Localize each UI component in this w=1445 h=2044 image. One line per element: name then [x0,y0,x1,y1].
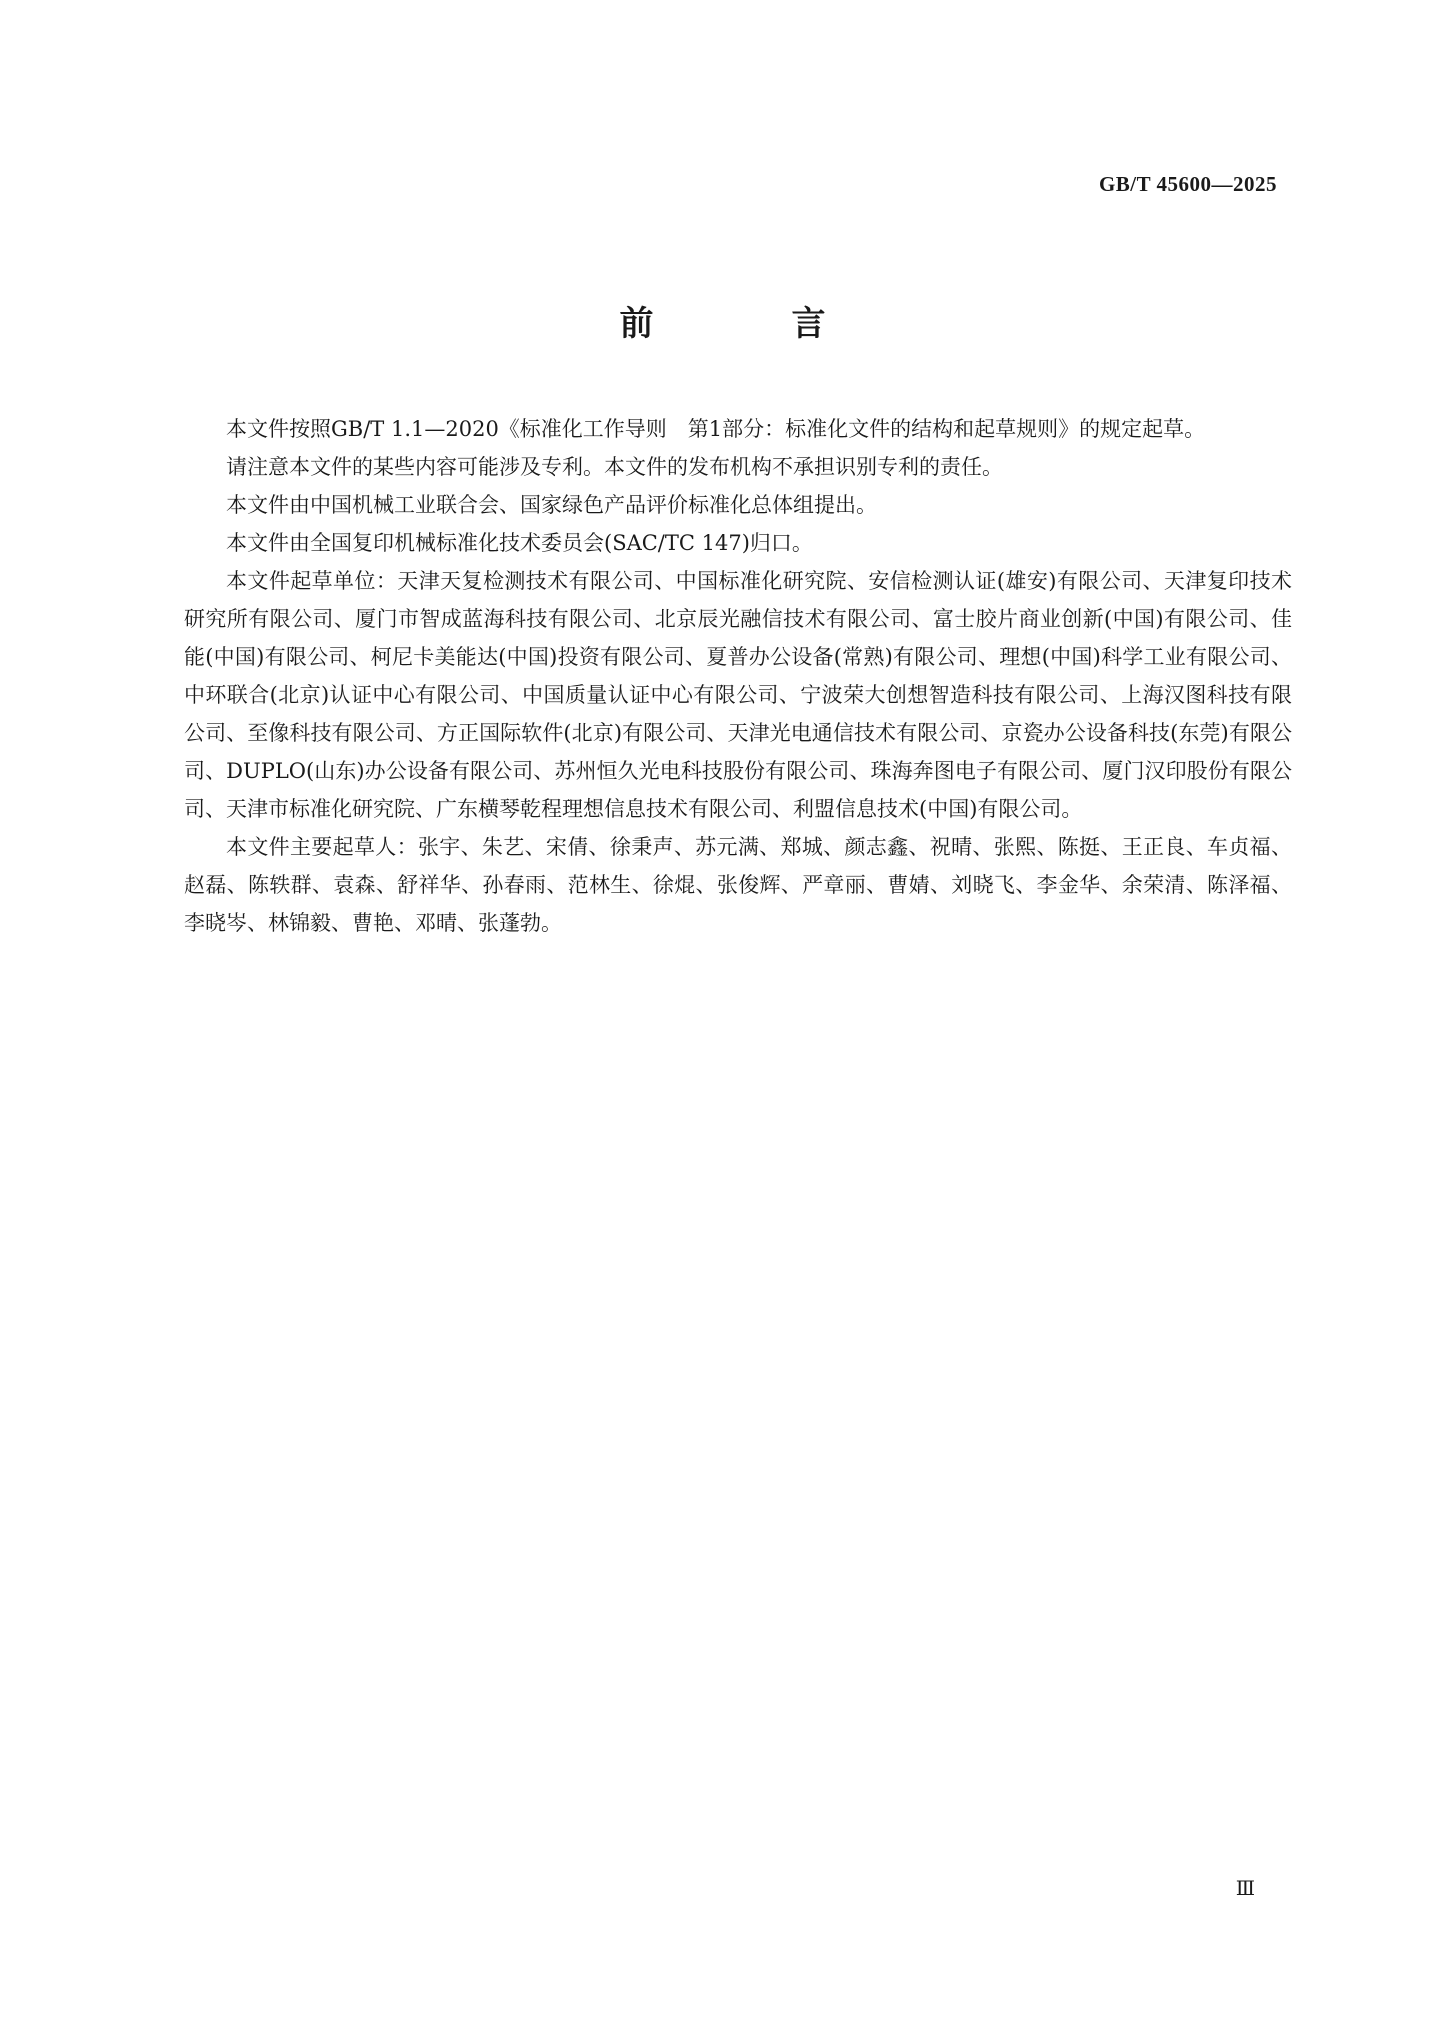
paragraph-drafting-rules: 本文件按照GB/T 1.1—2020《标准化工作导则 第1部分：标准化文件的结构和起草规则》的规定起草。 [226,417,1206,441]
paragraph-proposer: 本文件由中国机械工业联合会、国家绿色产品评价标准化总体组提出。 [226,493,877,517]
paragraph-committee: 本文件由全国复印机械标准化技术委员会(SAC/TC 147)归口。 [226,531,813,555]
paragraph-patent-notice: 请注意本文件的某些内容可能涉及专利。本文件的发布机构不承担识别专利的责任。 [226,455,1003,479]
standard-code: GB/T 45600—2025 [1098,172,1277,196]
page-title: 前 言 [619,304,878,344]
paragraph-drafting-units: 本文件起草单位：天津天复检测技术有限公司、中国标准化研究院、安信检测认证(雄安)有限公司、天津复印技术研究所有限公司、厦门市智成蓝海科技有限公司、北京辰光融信技术有限公司、富士胶片商业创新(中国)有限公司、佳能(中国)有限公司、柯尼卡美能达(中国)投资有限公司、夏普办公设备(常熟)有限公司、理想(中国)科学工业有限公司、中环联合(北京)认证中心有限公司、中国质量认证中心有限公司、宁波荣大创想智造科技有限公司、上海汉图科技有限公司、至像科技有限公司、方正国际软件(北京)有限公司、天津光电通信技术有限公司、京瓷办公设备科技(东莞)有限公司、DUPLO(山东)办公设备有限公司、苏州恒久光电科技股份有限公司、珠海奔图电子有限公司、厦门汉印股份有限公司、天津市标准化研究院、广东横琴乾程理想信息技术有限公司、利盟信息技术(中国)有限公司。 [184,569,1292,821]
paragraph-drafters: 本文件主要起草人：张宇、朱艺、宋倩、徐秉声、苏元满、郑城、颜志鑫、祝晴、张熙、陈挺、王正良、车贞福、赵磊、陈轶群、袁森、舒祥华、孙春雨、范林生、徐焜、张俊辉、严章丽、曹婧、刘晓飞、李金华、余荣清、陈泽福、李晓岑、林锦毅、曹艳、邓晴、张蓬勃。 [184,835,1292,935]
foreword-body [184,410,1292,942]
page-number: Ⅲ [1235,1878,1255,1900]
